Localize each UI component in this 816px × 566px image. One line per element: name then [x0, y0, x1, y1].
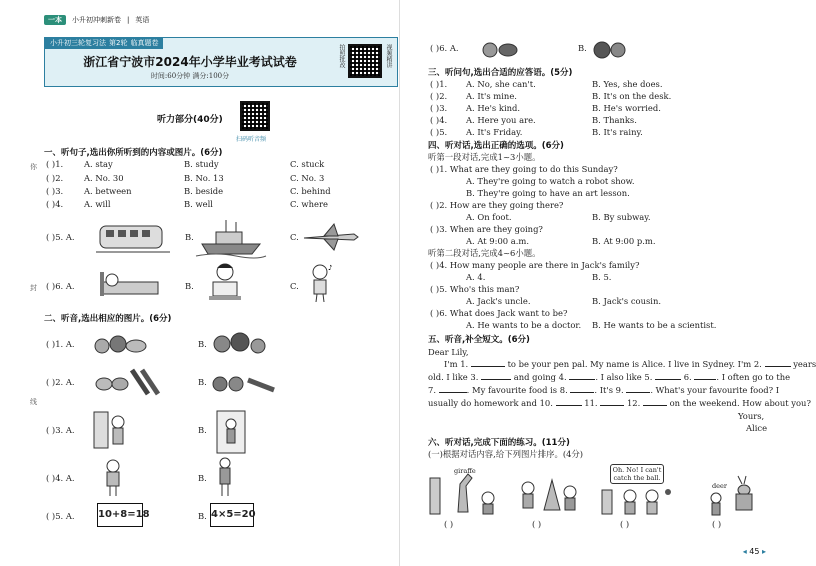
blank-3[interactable] [481, 371, 511, 380]
exam-meta: 时间:60分钟 满分:100分 [150, 72, 230, 80]
boy-singing-picture [306, 262, 336, 304]
series-strip: 一本 小升初冲刺新卷 | 英语 [44, 14, 400, 26]
page-number: 45 [749, 547, 760, 556]
qr-side-left-label: 拍照批改 [338, 44, 345, 68]
header-qr-code[interactable] [348, 44, 382, 78]
letter-line-3: 7. . My favourite food is 8. . It's 9. . What's your favourite food? I [428, 385, 780, 395]
letter-closing: Yours, [738, 411, 765, 421]
deer-scene-picture [700, 472, 770, 518]
letter-line-1: I'm 1. to be your pen pal. My name is Alice. I live in Sydney. I'm 2. years [444, 359, 816, 369]
tall-boy-picture [100, 458, 126, 498]
potato-carrot-picture [92, 366, 172, 398]
order-blank-2[interactable]: ( ) [532, 519, 542, 529]
boy-at-door-picture [216, 410, 246, 454]
blank-2[interactable] [765, 358, 791, 367]
listening-title: 听力部分(40分) [157, 115, 223, 125]
blank-10[interactable] [556, 397, 582, 406]
boy-reading-picture [205, 262, 245, 304]
blank-9[interactable] [626, 384, 650, 393]
subject-name: 英语 [135, 16, 150, 24]
series-name: 小升初冲刺新卷 [72, 16, 121, 24]
letter-greeting: Dear Lily, [428, 347, 469, 357]
math-box-b: 4×5=20 [210, 503, 254, 527]
blank-12[interactable] [643, 397, 667, 406]
blank-11[interactable] [600, 397, 624, 406]
brand-logo: 一本 [44, 15, 66, 25]
round-label: 第2轮 [109, 39, 128, 47]
part4-title: 四、听对话,选出正确的选项。(6分) [428, 141, 564, 151]
blank-1[interactable] [471, 358, 505, 367]
order-blank-4[interactable]: ( ) [712, 519, 722, 529]
side-label-2: 封 [30, 284, 37, 292]
tomato-picture [210, 368, 280, 396]
next-arrow-icon[interactable]: ▸ [761, 547, 766, 556]
vegetables-picture [210, 328, 270, 358]
fruit-set-b-picture [590, 36, 630, 60]
qr-caption: 扫码听音频 [236, 136, 267, 143]
svg-text:♪: ♪ [328, 264, 333, 272]
train-picture [96, 218, 170, 258]
boy-at-board-picture [92, 410, 132, 452]
ship-picture [196, 218, 266, 258]
part2-row-1: ( )1. A. [46, 339, 75, 349]
fruit-picture [92, 328, 152, 358]
part2-row-4: ( )4. A. [46, 473, 75, 483]
right-page: ( )6. A. B. 三、听问句,选出合适的应答语。(5分) ( )1. A. No, she can't. B. Yes, she does. ( )2. A. It's mine. B. It's on the desk. ( )3. A. He's kind. B. He's worried. ( )4. A. Here you are. B. Thanks. ( )5. A. It's Friday. B. It's rainy. 四、听对话,选出正确的选项。(6分) 听第一段对话,完成1~3小题。 ( )1. What are they going to do this Sunday? A. They're going to watch a robot show. B. They're going to have an art lesson. ( )2. How are they going there? A. On foot. B. By subway. ( )3. When are they going? A. At 9:00 a.m. B. At 9:00 p.m. 听第二段对话,完成4~6小题。 ( )4. How many people are there in Jack's family? A. 4. B. 5. ( )5. Who's this man? A. Jack's uncle. B. Jack's cousin. ( )6. What does Jack want to be? A. He wants to be a doctor. B. He wants to be a scientist. 五、听音,补全短文。(6分) Dear Lily, I'm 1. to be your pen pal. My name is Alice. I live in Sydney. I'm 2. years old. I like 3. and going 4. . I also like 5. 6. . I often go to the 7. . My favourite food is 8. . It's 9. . What's your favourite food? I usually do homework and 10. 11. 12. on the weekend. How about you? Yours, Alice 六、听对话,完成下面的练习。(11分) (一)根据对话内容,给下列图片排序。(4分) giraffe ( ) ( ) Oh. No! I can't catch the ball. ( ) deer ( ) ◂ 45 ▸ [400, 0, 800, 566]
side-label-3: 线 [30, 398, 37, 406]
left-page: 一本 小升初冲刺新卷 | 英语 小升初三轮复习法 第2轮 临真题卷 浙江省宁波市2024年小学毕业考试试卷 时间:60分钟 满分:100分 拍照批改 视频精讲 听力部分(40分) 扫码听音频 一、听句子,选出你所听到的内容或图片。(6分) 你 ( )1. A. stay B. study C. stuck ( )2. A. No. 30 B. No. 13 C. No. 3 ( )3. A. between B. beside C. behind ( )4. A. will B. well C. where ( )5. A. B. C. ( )6. A. B. C. ♪ 封 二、听音,选出相应的图片。(6分) ( )1. A. B. ( )2. A. B. ( )3. A. B. ( )4. A. B. ( )5. A. 10+8=18 B. 4×5=20 线 [0, 0, 400, 566]
blank-6[interactable] [694, 371, 716, 380]
plane-picture [300, 222, 360, 252]
part4-intro1: 听第一段对话,完成1~3小题。 [428, 152, 541, 162]
ball-scene-picture [600, 484, 676, 516]
page-number-area [743, 547, 766, 556]
listening-qr-code[interactable] [240, 101, 270, 131]
q6-top-label: ( )6. A. [430, 43, 459, 53]
boy-sleeping-picture [96, 266, 166, 300]
qr-side-right-label: 视频精讲 [385, 44, 392, 68]
part4-intro2: 听第二段对话,完成4~6小题。 [428, 248, 541, 258]
part6-subtitle: (一)根据对话内容,给下列图片排序。(4分) [428, 449, 584, 459]
part1-q6-label: ( )6. A. [46, 281, 75, 291]
round-tag: 小升初三轮复习法 第2轮 临真题卷 [45, 38, 163, 49]
prev-arrow-icon[interactable]: ◂ [742, 547, 747, 556]
fruit-set-a-picture [480, 36, 520, 60]
part2-title: 二、听音,选出相应的图片。(6分) [44, 314, 172, 324]
part1-q5-label: ( )5. A. [46, 232, 75, 242]
part2-row-5: ( )5. A. [46, 511, 75, 521]
part3-title: 三、听问句,选出合适的应答语。(5分) [428, 68, 573, 78]
part2-row-3: ( )3. A. [46, 425, 75, 435]
deer-label: deer [712, 482, 727, 490]
blank-5[interactable] [655, 371, 681, 380]
exam-title: 浙江省宁波市2024年小学毕业考试试卷 [83, 55, 297, 69]
short-boy-picture [214, 456, 236, 498]
math-box-a: 10+8=18 [97, 503, 143, 527]
speech-bubble: Oh. No! I can't catch the ball. [610, 464, 664, 484]
letter-line-2: old. I like 3. and going 4. . I also like 5. 6. . I often go to the [428, 372, 791, 382]
blank-7[interactable] [439, 384, 467, 393]
letter-signature: Alice [746, 423, 768, 433]
side-label-1: 你 [30, 163, 37, 171]
order-blank-1[interactable]: ( ) [444, 519, 454, 529]
blank-8[interactable] [570, 384, 594, 393]
part5-title: 五、听音,补全短文。(6分) [428, 335, 530, 345]
part6-title: 六、听对话,完成下面的练习。(11分) [428, 438, 570, 448]
giraffe-label: giraffe [454, 467, 476, 475]
children-playing-picture [514, 470, 584, 516]
part2-row-2: ( )2. A. [46, 377, 75, 387]
blank-4[interactable] [569, 371, 595, 380]
letter-line-4: usually do homework and 10. 11. 12. on the weekend. How about you? [428, 398, 811, 408]
order-blank-3[interactable]: ( ) [620, 519, 630, 529]
exam-header [44, 37, 398, 87]
part1-title: 一、听句子,选出你所听到的内容或图片。(6分) [44, 148, 223, 158]
